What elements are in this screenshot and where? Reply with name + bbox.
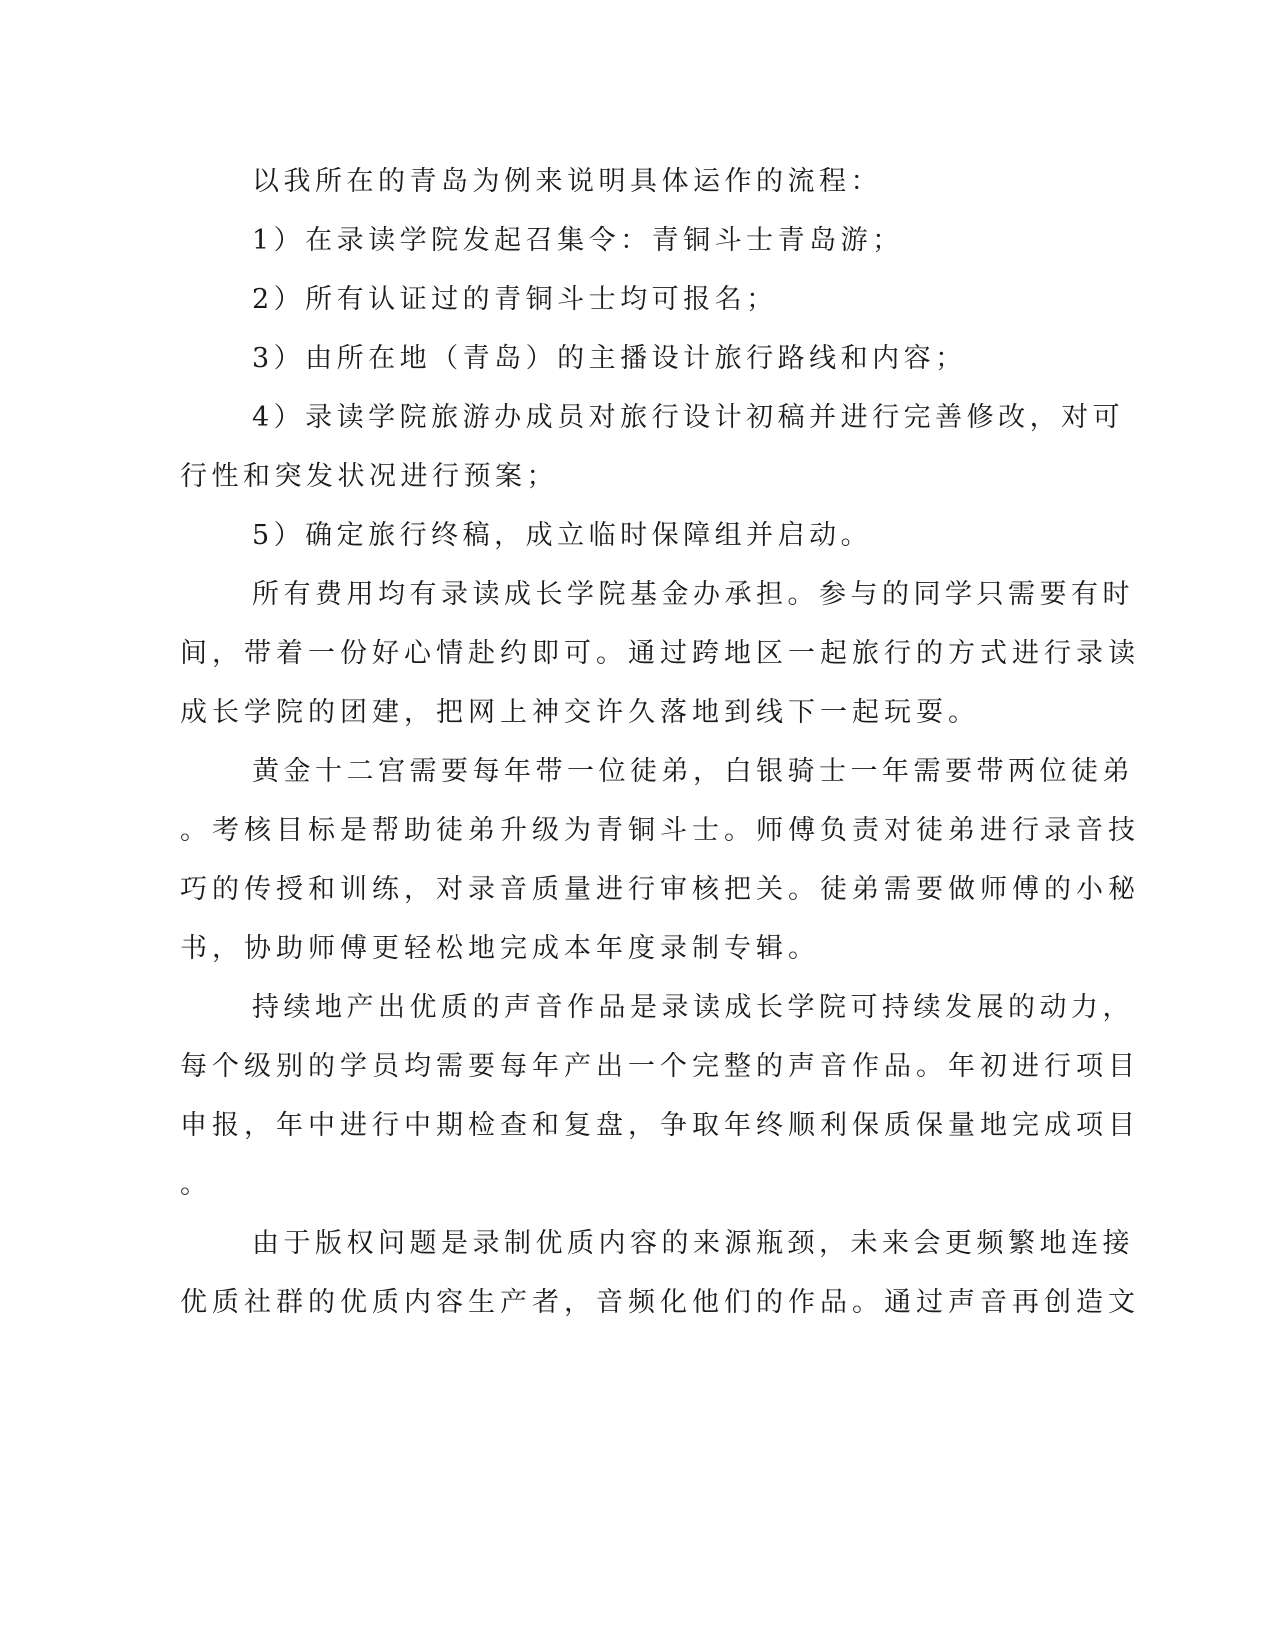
text-line: 间，带着一份好心情赴约即可。通过跨地区一起旅行的方式进行录读 [180,638,1140,669]
text-line: 行性和突发状况进行预案； [180,461,558,492]
text-line: 2）所有认证过的青铜斗士均可报名； [252,284,778,315]
text-line: 申报，年中进行中期检查和复盘，争取年终顺利保质保量地完成项目 [180,1110,1140,1141]
text-line: 1）在录读学院发起召集令：青铜斗士青岛游； [252,225,904,256]
text-line: 书，协助师傅更轻松地完成本年度录制专辑。 [180,933,820,964]
text-line: 黄金十二宫需要每年带一位徒弟，白银骑士一年需要带两位徒弟 [252,756,1134,787]
text-line: 5）确定旅行终稿，成立临时保障组并启动。 [252,520,873,551]
text-line: 每个级别的学员均需要每年产出一个完整的声音作品。年初进行项目 [180,1051,1140,1082]
text-line: 巧的传授和训练，对录音质量进行审核把关。徒弟需要做师傅的小秘 [180,874,1140,905]
text-line: 以我所在的青岛为例来说明具体运作的流程： [252,166,882,197]
text-line: 由于版权问题是录制优质内容的来源瓶颈，未来会更频繁地连接 [252,1228,1134,1259]
text-line: 3）由所在地（青岛）的主播设计旅行路线和内容； [252,343,967,374]
text-line: 。考核目标是帮助徒弟升级为青铜斗士。师傅负责对徒弟进行录音技 [180,815,1140,846]
text-line: 。 [180,1169,212,1200]
text-line: 成长学院的团建，把网上神交许久落地到线下一起玩耍。 [180,697,980,728]
text-line: 持续地产出优质的声音作品是录读成长学院可持续发展的动力， [252,992,1134,1023]
text-line: 所有费用均有录读成长学院基金办承担。参与的同学只需要有时 [252,579,1134,610]
text-line: 4）录读学院旅游办成员对旅行设计初稿并进行完善修改，对可 [252,402,1125,433]
text-line: 优质社群的优质内容生产者，音频化他们的作品。通过声音再创造文 [180,1287,1140,1318]
